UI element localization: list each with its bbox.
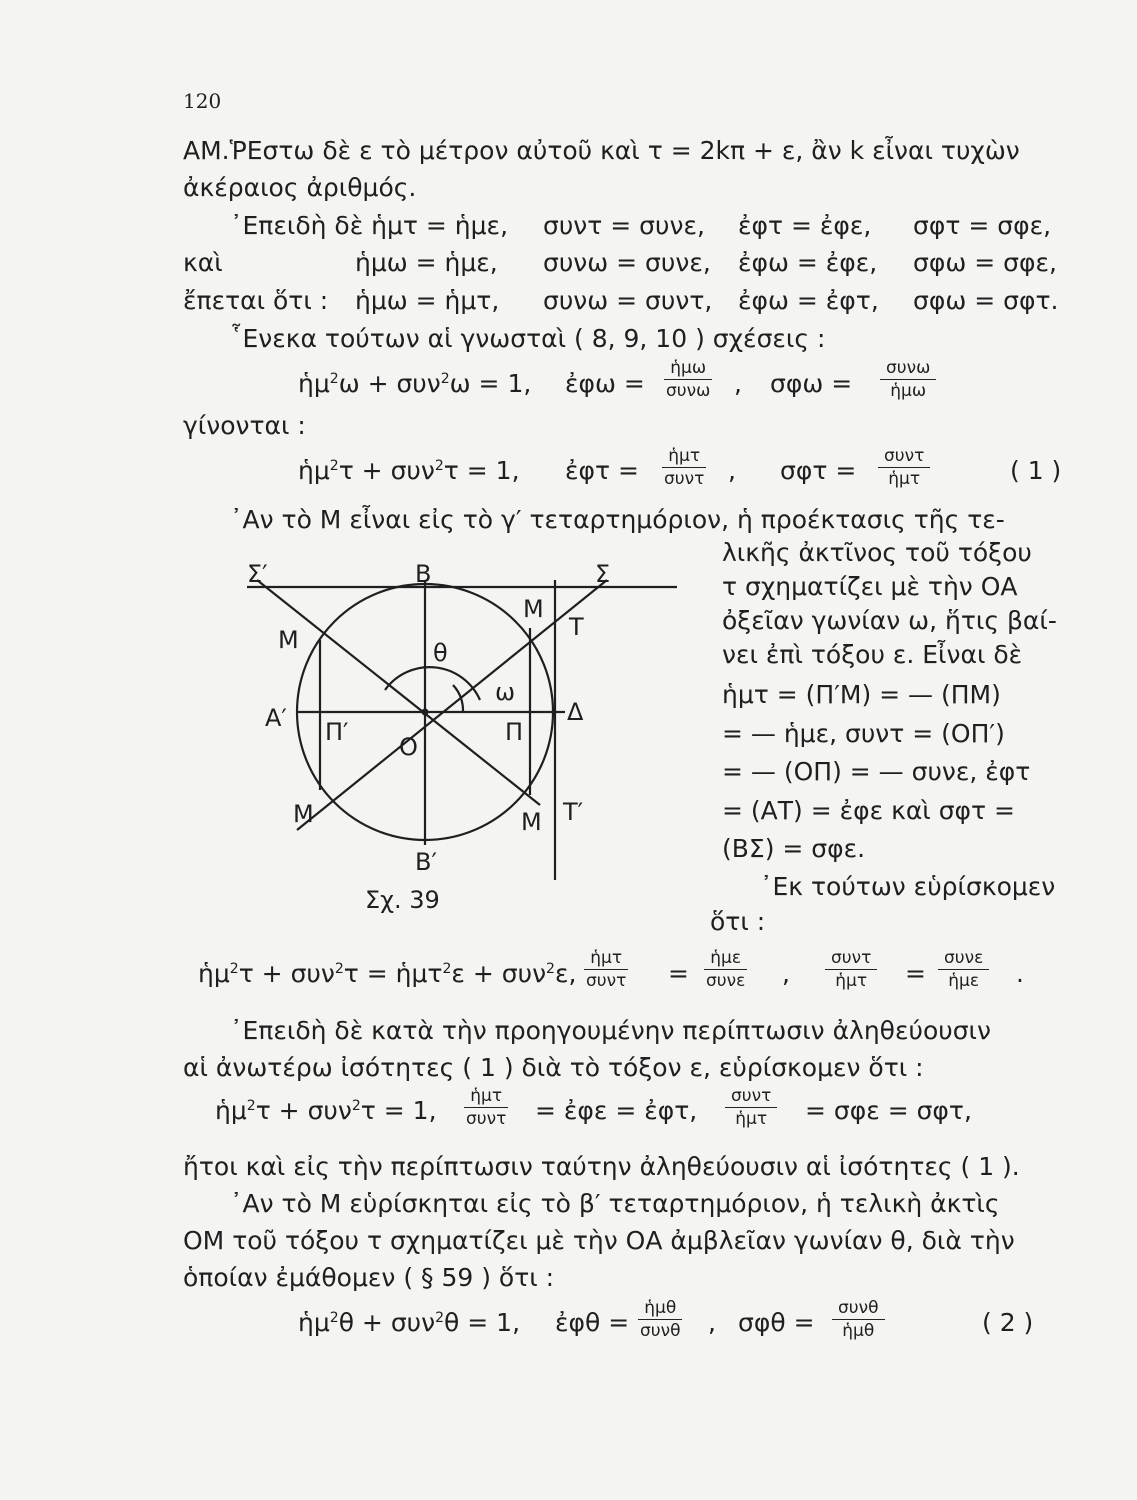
equation-tau-sf-lhs: σφτ = [780,456,857,485]
equation-4-left: ἡμ$^2$τ + συν$^2$τ = 1, [215,1096,437,1125]
fraction-sf-tau [878,446,930,489]
eq-row3-c2: συνω = συντ, [543,286,713,315]
fraction-3-1 [580,948,632,991]
fraction-sf-omega [880,358,936,401]
text-line: τ σχηματίζει μὲ τὴν ΟΑ [722,572,1018,601]
text-line: ᾿Επειδὴ δὲ κατὰ τὴν προηγουμένην περίπτωσιν ἀληθεύουσιν [230,1016,991,1045]
equation-3-eq2: = [905,959,926,988]
text-line: = — (ΟΠ) = — συνε, ἐφτ [722,757,1031,786]
label-a-prime: Α′ [265,704,287,732]
fraction-sf-theta [832,1298,885,1341]
fraction-num: ἡμτ [662,446,706,468]
text-line: γίνονται : [183,411,306,440]
label-theta: θ [433,639,448,667]
equation-3-end: . [1016,959,1024,988]
eq-row1-c3: ἐφτ = ἐφε, [738,211,872,240]
text-line: ἀκέραιος ἀριθμός. [183,173,417,202]
equation-theta-left: ἡμ$^2$θ + συν$^2$θ = 1, [298,1308,521,1337]
equation-3-comma: , [782,959,790,988]
fraction-den: συνω [666,381,711,401]
fraction-num: ἡμτ [584,948,628,970]
label-t: Τ [569,613,584,641]
fraction-den: συντ [586,971,627,991]
fraction-num: συντ [725,1086,777,1108]
fraction-den: ἡμτ [735,1109,768,1129]
center-point [422,709,429,716]
label-omega: ω [495,678,516,706]
fraction-den: συντ [466,1109,507,1129]
fraction-den: συνε [706,971,746,991]
label-m-bottom-right: Μ [521,808,542,836]
equation-tau-ef-lhs: ἐφτ = [565,456,639,485]
equation-omega-sf-lhs: σφω = [770,369,853,398]
fraction-den: συνθ [640,1321,681,1341]
label-m-bottom-left: Μ [293,800,314,828]
eq-row1-c4: σφτ = σφε, [913,211,1052,240]
eq-row1-c1: ᾿Επειδὴ δὲ ἡμτ = ἡμε, [230,211,509,240]
figure-caption: Σχ. 39 [365,886,440,914]
label-pi: Π [505,718,524,746]
equation-omega-ef-lhs: ἐφω = [565,369,645,398]
angle-arc-omega [453,685,463,712]
text-line: λικῆς ἀκτῖνος τοῦ τόξου [722,538,1032,567]
text-line: ΑΜ.ῬΕστω δὲ ε τὸ μέτρον αὐτοῦ καὶ τ = 2kπ + ε, ἂν k εἶναι τυχὼν [183,136,1020,165]
equation-3-eq: = [668,959,689,988]
fraction-num: ἡμω [664,358,712,380]
radius-line-diag-2 [297,580,607,830]
fraction-num: συνω [880,358,936,380]
label-b-prime: Β′ [415,848,437,876]
label-m-left: Μ [278,626,299,654]
text-line: (ΒΣ) = σφε. [722,834,866,863]
eq-row1-c2: συντ = συνε, [543,211,705,240]
fraction-3-4 [938,948,989,991]
fraction-ef-omega [660,358,716,401]
fraction-ef-theta [634,1298,687,1341]
text-line: ἤτοι καὶ εἰς τὴν περίπτωσιν ταύτην ἀληθεύουσιν αἱ ἰσότητες ( 1 ). [183,1152,1020,1181]
fraction-num: συντ [825,948,877,970]
eq-row3-c1: ἡμω = ἡμτ, [355,286,500,315]
text-line: ὁποίαν ἐμάθομεν ( § 59 ) ὅτι : [183,1263,555,1292]
fraction-den: ἡμε [948,971,980,991]
equation-tag: ( 1 ) [1010,456,1062,485]
text-line: νει ἐπὶ τόξου ε. Εἶναι δὲ [722,640,1023,669]
label-b: Β [415,560,432,588]
text-line: ὅτι : [710,907,766,936]
text-line: ῟Ενεκα τούτων αἱ γνωσταὶ ( 8, 9, 10 ) σχέσεις : [230,324,826,353]
eq-row2-c4: σφω = σφε, [913,248,1057,277]
equation-tag: ( 2 ) [982,1308,1034,1337]
eq-row3-c3: ἐφω = ἐφτ, [738,286,879,315]
label-pi-prime: Π′ [325,718,349,746]
text-line: ᾿Εκ τούτων εὑρίσκομεν [760,872,1056,901]
text-line: ΟΜ τοῦ τόξου τ σχηματίζει μὲ τὴν ΟΑ ἀμβλεῖαν γωνίαν θ, διὰ τὴν [183,1226,1015,1255]
text-line: = (ΑΤ) = ἐφε καὶ σφτ = [722,796,1015,825]
equation-4-end: = σφε = σφτ, [805,1096,972,1125]
fraction-num: συνε [938,948,989,970]
label-sigma: Σ [595,560,611,588]
label-m-top: Μ [523,595,544,623]
fraction-num: ἡμτ [464,1086,508,1108]
figure-unit-circle [225,540,705,920]
equation-3-left: ἡμ$^2$τ + συν$^2$τ = ἡμτ$^2$ε + συν$^2$ε, [198,959,577,988]
fraction-den: ἡμτ [835,971,868,991]
text-line: ἡμτ = (Π′Μ) = — (ΠΜ) [722,680,1001,709]
fraction-num: ἡμε [704,948,747,970]
label-t-prime: Τ′ [563,798,584,826]
fraction-4-2 [725,1086,777,1129]
eq-row2-c3: ἐφω = ἐφε, [738,248,878,277]
eq-row2-c2: συνω = συνε, [543,248,711,277]
fraction-den: ἡμω [890,381,927,401]
equation-theta-sf-lhs: σφθ = [738,1308,815,1337]
fraction-den: ἡμτ [888,469,921,489]
equation-theta-ef-lhs: ἐφθ = [555,1308,630,1337]
fraction-num: συνθ [832,1298,885,1320]
fraction-den: ἡμθ [842,1321,875,1341]
fraction-num: συντ [878,446,930,468]
equation-tau-left: ἡμ$^2$τ + συν$^2$τ = 1, [298,456,520,485]
fraction-ef-tau [658,446,710,489]
eq-row2-c1: ἡμω = ἡμε, [355,248,498,277]
fraction-3-2 [700,948,751,991]
eq-row2-c0: καὶ [183,248,223,277]
fraction-3-3 [825,948,877,991]
text-line: ᾽Αν τὸ Μ εὑρίσκηται εἰς τὸ β′ τεταρτημόριον, ἡ τελικὴ ἀκτὶς [230,1189,1000,1218]
label-a: Δ [567,698,584,726]
text-line: = — ἡμε, συντ = (ΟΠ′) [722,719,1005,748]
label-o: Ο [399,733,418,761]
text-line: αἱ ἀνωτέρω ἰσότητες ( 1 ) διὰ τὸ τόξον ε, εὑρίσκομεν ὅτι : [183,1053,924,1082]
label-sigma-prime: Σ′ [247,560,268,588]
fraction-den: συντ [664,469,705,489]
eq-row3-c0: ἔπεται ὅτι : [183,286,329,315]
text-line: ᾽Αν τὸ Μ εἶναι εἰς τὸ γ′ τεταρτημόριον, ἡ προέκτασις τῆς τε- [230,505,1005,534]
fraction-4-1 [460,1086,512,1129]
fraction-num: ἡμθ [638,1298,682,1320]
text-line: ὀξεῖαν γωνίαν ω, ἥτις βαί- [722,606,1057,635]
equation-4-mid: = ἐφε = ἐφτ, [535,1096,698,1125]
page-number: 120 [183,89,222,113]
eq-row3-c4: σφω = σφτ. [913,286,1059,315]
equation-omega-left: ἡμ$^2$ω + συν$^2$ω = 1, [298,369,532,398]
